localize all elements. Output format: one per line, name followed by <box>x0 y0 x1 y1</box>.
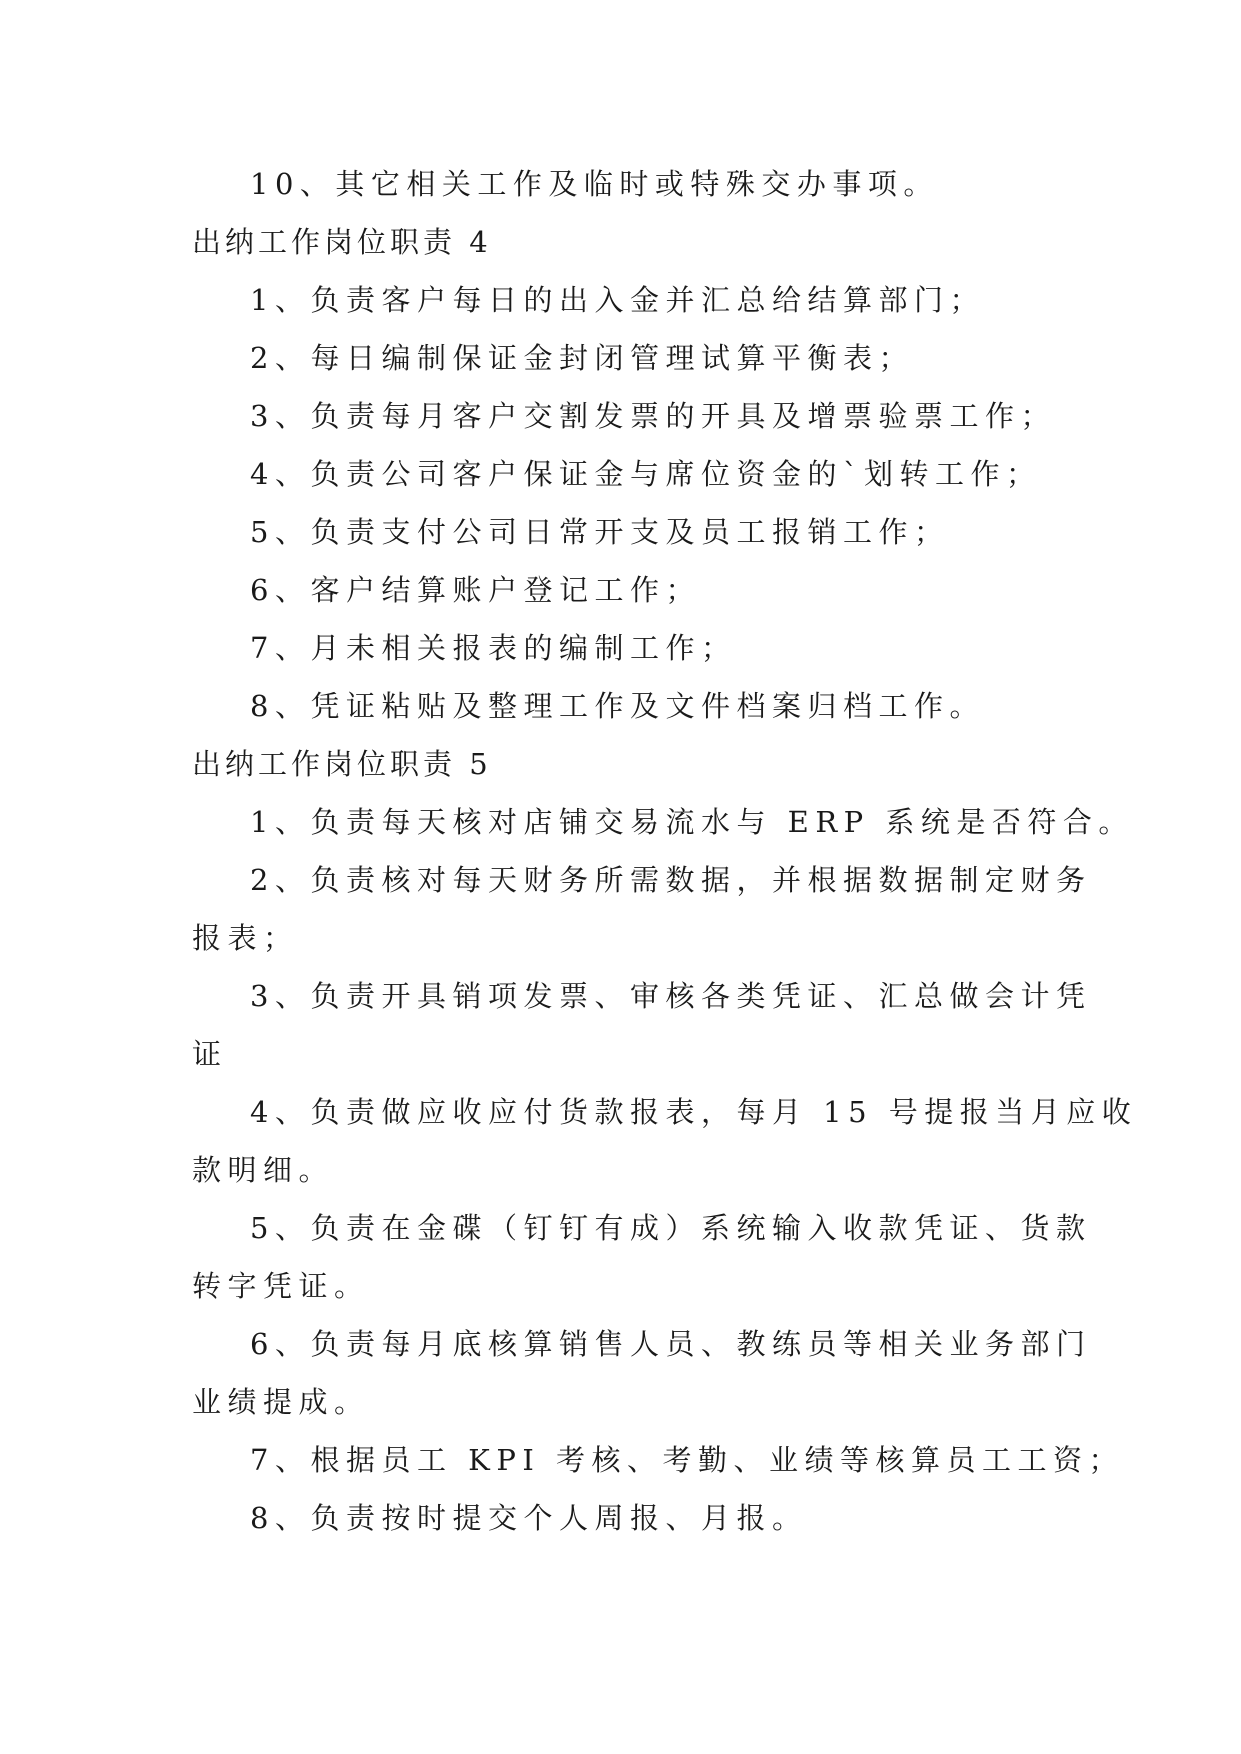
list-item: 5、负责支付公司日常开支及员工报销工作； <box>250 515 950 549</box>
list-item: 2、负责核对每天财务所需数据，并根据数据制定财务 <box>250 863 1092 897</box>
list-item: 8、负责按时提交个人周报、月报。 <box>250 1501 808 1535</box>
list-item-continuation: 报表； <box>192 921 299 955</box>
section-heading: 出纳工作岗位职责 5 <box>192 747 492 781</box>
list-item-continuation: 款明细。 <box>192 1153 335 1187</box>
list-item: 8、凭证粘贴及整理工作及文件档案归档工作。 <box>250 689 985 723</box>
list-item-continuation: 转字凭证。 <box>192 1269 370 1303</box>
list-item: 1、负责每天核对店铺交易流水与 ERP 系统是否符合。 <box>250 805 1134 839</box>
list-item: 5、负责在金碟（钉钉有成）系统输入收款凭证、货款 <box>250 1211 1092 1245</box>
list-item: 7、根据员工 KPI 考核、考勤、业绩等核算员工工资； <box>250 1443 1125 1477</box>
list-item: 4、负责公司客户保证金与席位资金的`划转工作； <box>250 457 1042 491</box>
list-item-continuation: 业绩提成。 <box>192 1385 370 1419</box>
document-body <box>192 155 1138 1547</box>
list-item: 6、负责每月底核算销售人员、教练员等相关业务部门 <box>250 1327 1092 1361</box>
paragraph-line: 10、其它相关工作及临时或特殊交办事项。 <box>250 167 939 201</box>
list-item: 6、客户结算账户登记工作； <box>250 573 701 607</box>
list-item: 7、月未相关报表的编制工作； <box>250 631 737 665</box>
list-item: 3、负责每月客户交割发票的开具及增票验票工作； <box>250 399 1056 433</box>
list-item-continuation: 证 <box>192 1037 228 1071</box>
list-item: 2、每日编制保证金封闭管理试算平衡表； <box>250 341 914 375</box>
section-heading: 出纳工作岗位职责 4 <box>192 225 492 259</box>
list-item: 4、负责做应收应付货款报表，每月 15 号提报当月应收 <box>250 1095 1138 1129</box>
list-item: 3、负责开具销项发票、审核各类凭证、汇总做会计凭 <box>250 979 1092 1013</box>
list-item: 1、负责客户每日的出入金并汇总给结算部门； <box>250 283 985 317</box>
